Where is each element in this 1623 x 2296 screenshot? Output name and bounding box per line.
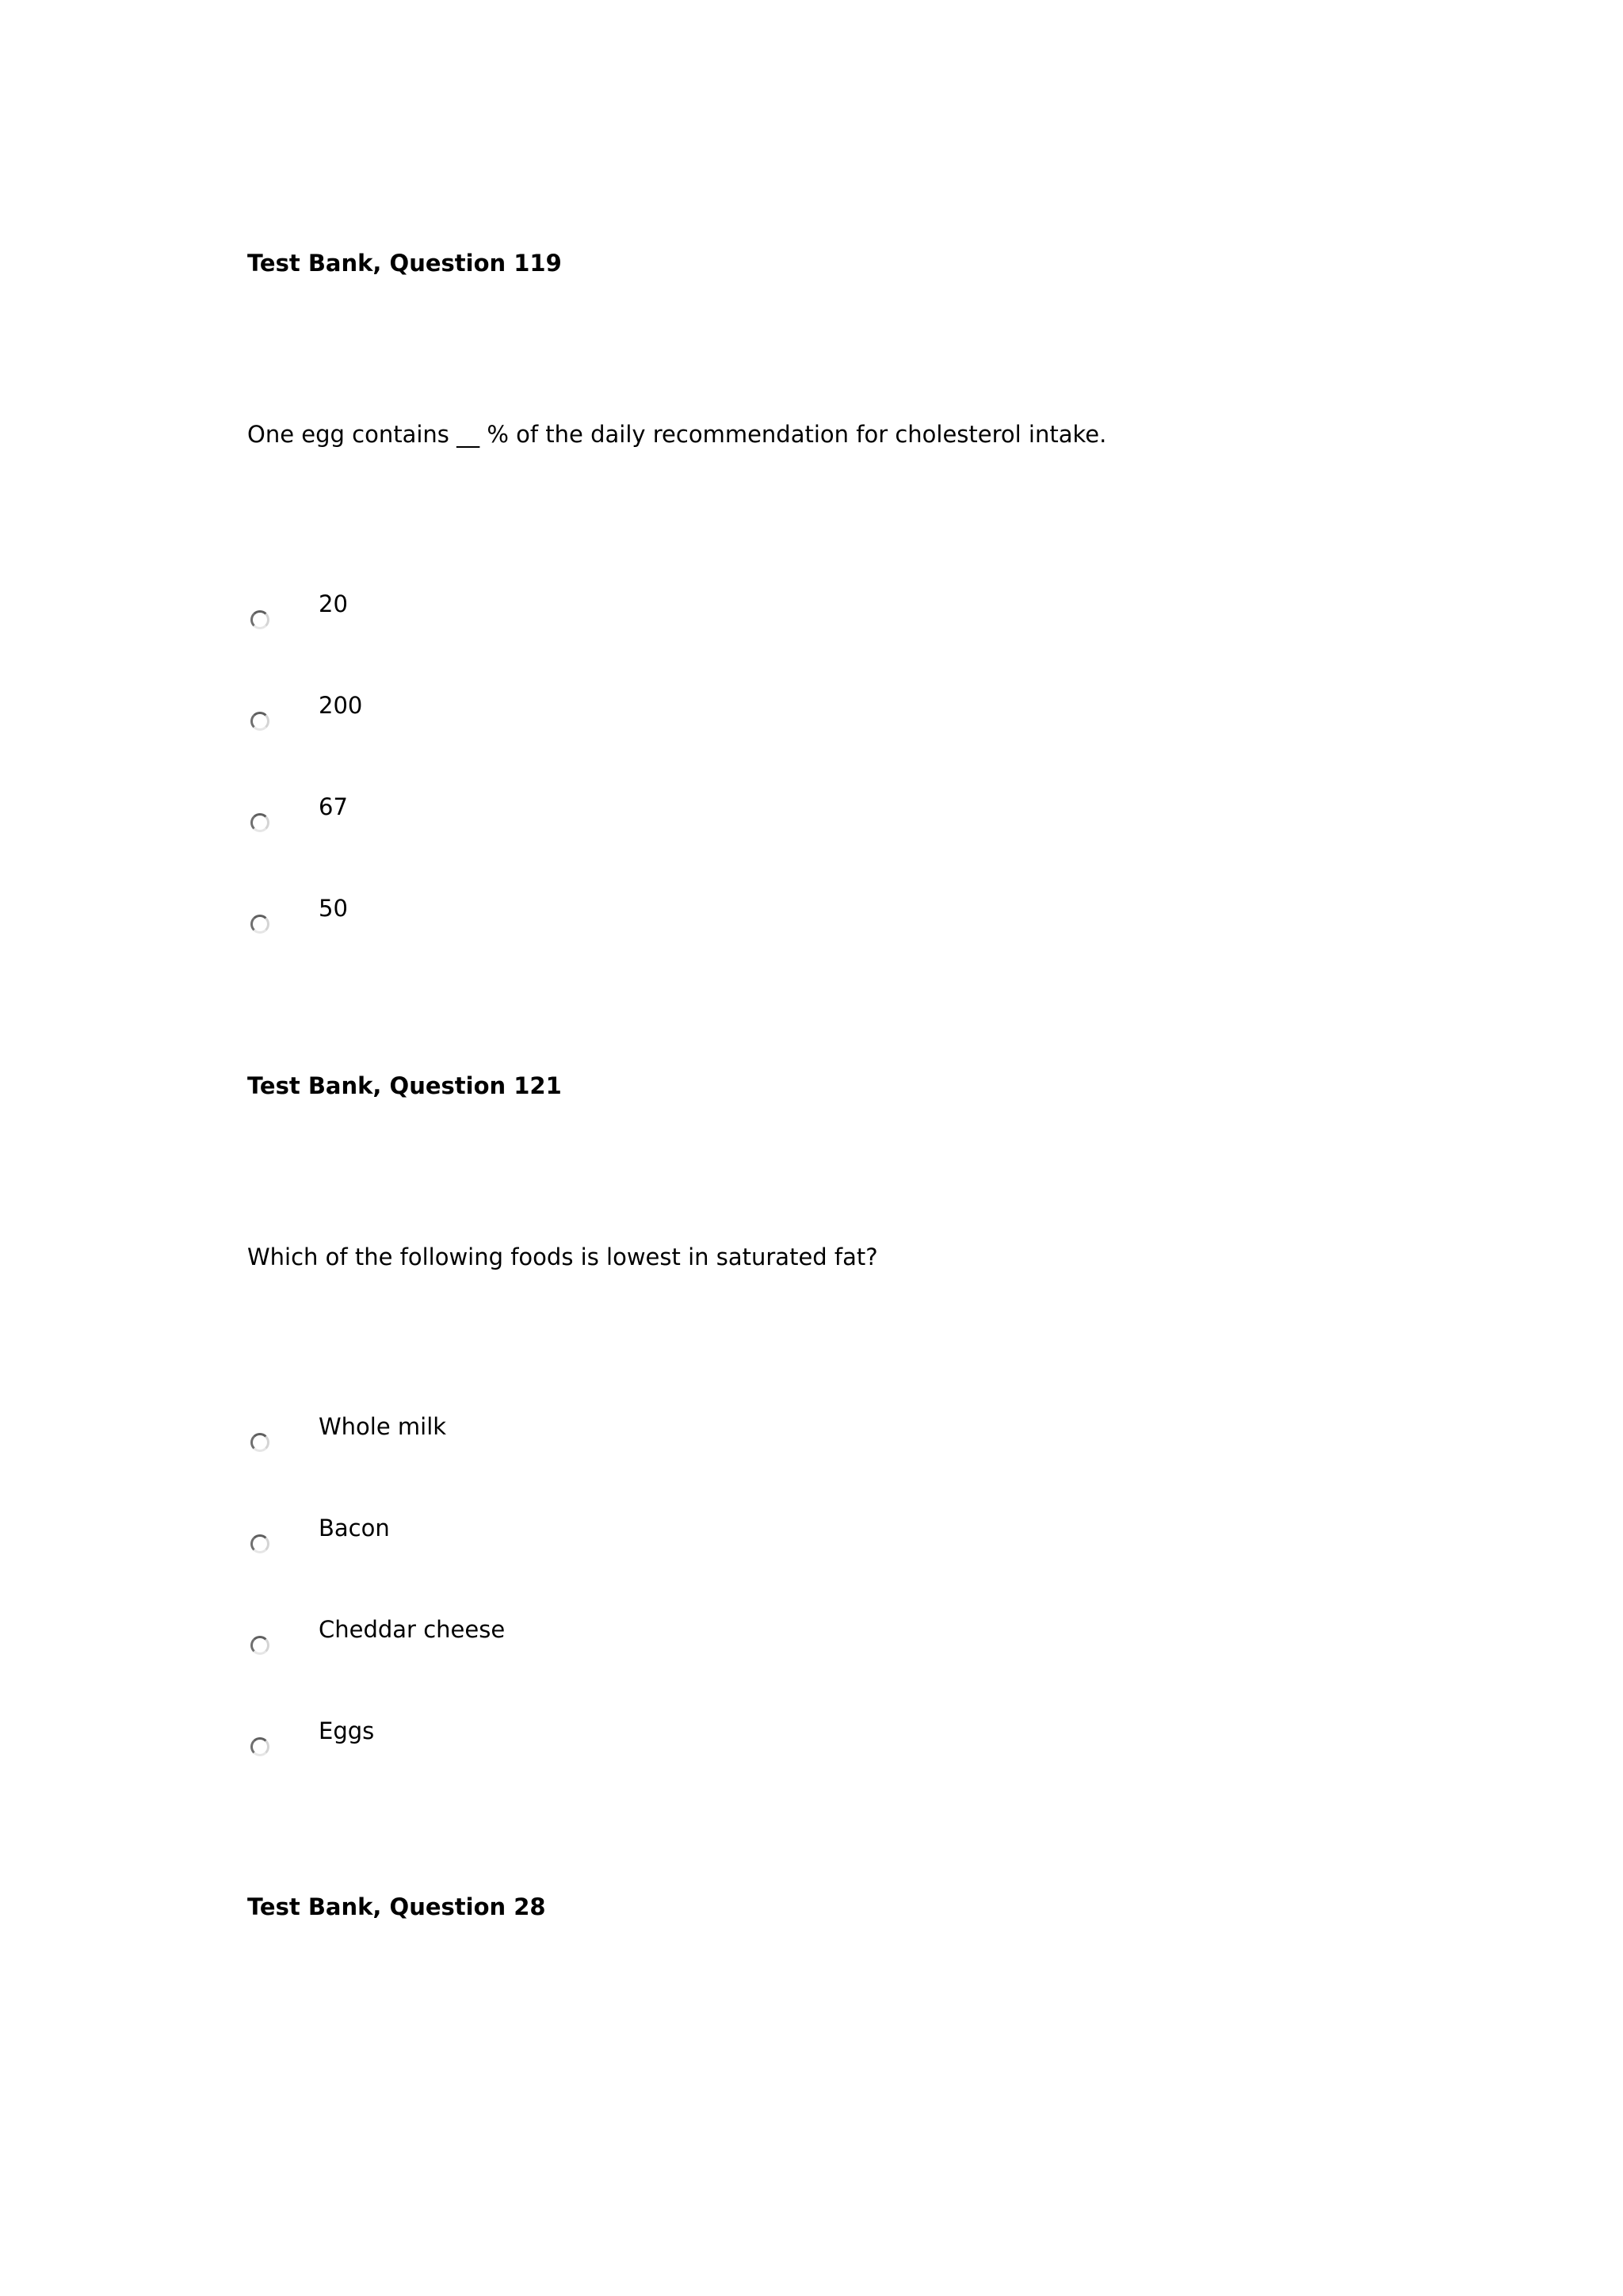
answer-option[interactable] [247, 1517, 960, 1580]
radio-button[interactable] [250, 1433, 269, 1452]
question-title: Test Bank, Question 28 [247, 1893, 546, 1920]
answer-option[interactable] [247, 1618, 960, 1682]
answer-option[interactable] [247, 1415, 960, 1479]
answer-option[interactable] [247, 590, 960, 656]
radio-button[interactable] [250, 1737, 269, 1756]
answer-label: 20 [319, 590, 348, 617]
answer-label: Eggs [319, 1717, 375, 1744]
question-title: Test Bank, Question 121 [247, 1072, 562, 1099]
answer-label: 67 [319, 793, 348, 820]
answer-option[interactable] [247, 1717, 960, 1783]
question-title: Test Bank, Question 119 [247, 250, 562, 277]
answer-label: Cheddar cheese [319, 1616, 506, 1643]
answer-option[interactable] [247, 694, 960, 758]
answer-label: Whole milk [319, 1413, 447, 1440]
answer-option[interactable] [247, 793, 960, 859]
answer-option[interactable] [247, 897, 960, 961]
answer-label: Bacon [319, 1515, 390, 1541]
question-text: Which of the following foods is lowest in saturated fat? [247, 1244, 878, 1270]
radio-button[interactable] [250, 1534, 269, 1553]
radio-button[interactable] [250, 1636, 269, 1655]
answer-label: 200 [319, 692, 363, 719]
question-text: One egg contains __ % of the daily recommendation for cholesterol intake. [247, 421, 1107, 448]
radio-button[interactable] [250, 610, 269, 629]
radio-button[interactable] [250, 712, 269, 731]
radio-button[interactable] [250, 915, 269, 934]
answer-label: 50 [319, 895, 348, 922]
radio-button[interactable] [250, 813, 269, 832]
